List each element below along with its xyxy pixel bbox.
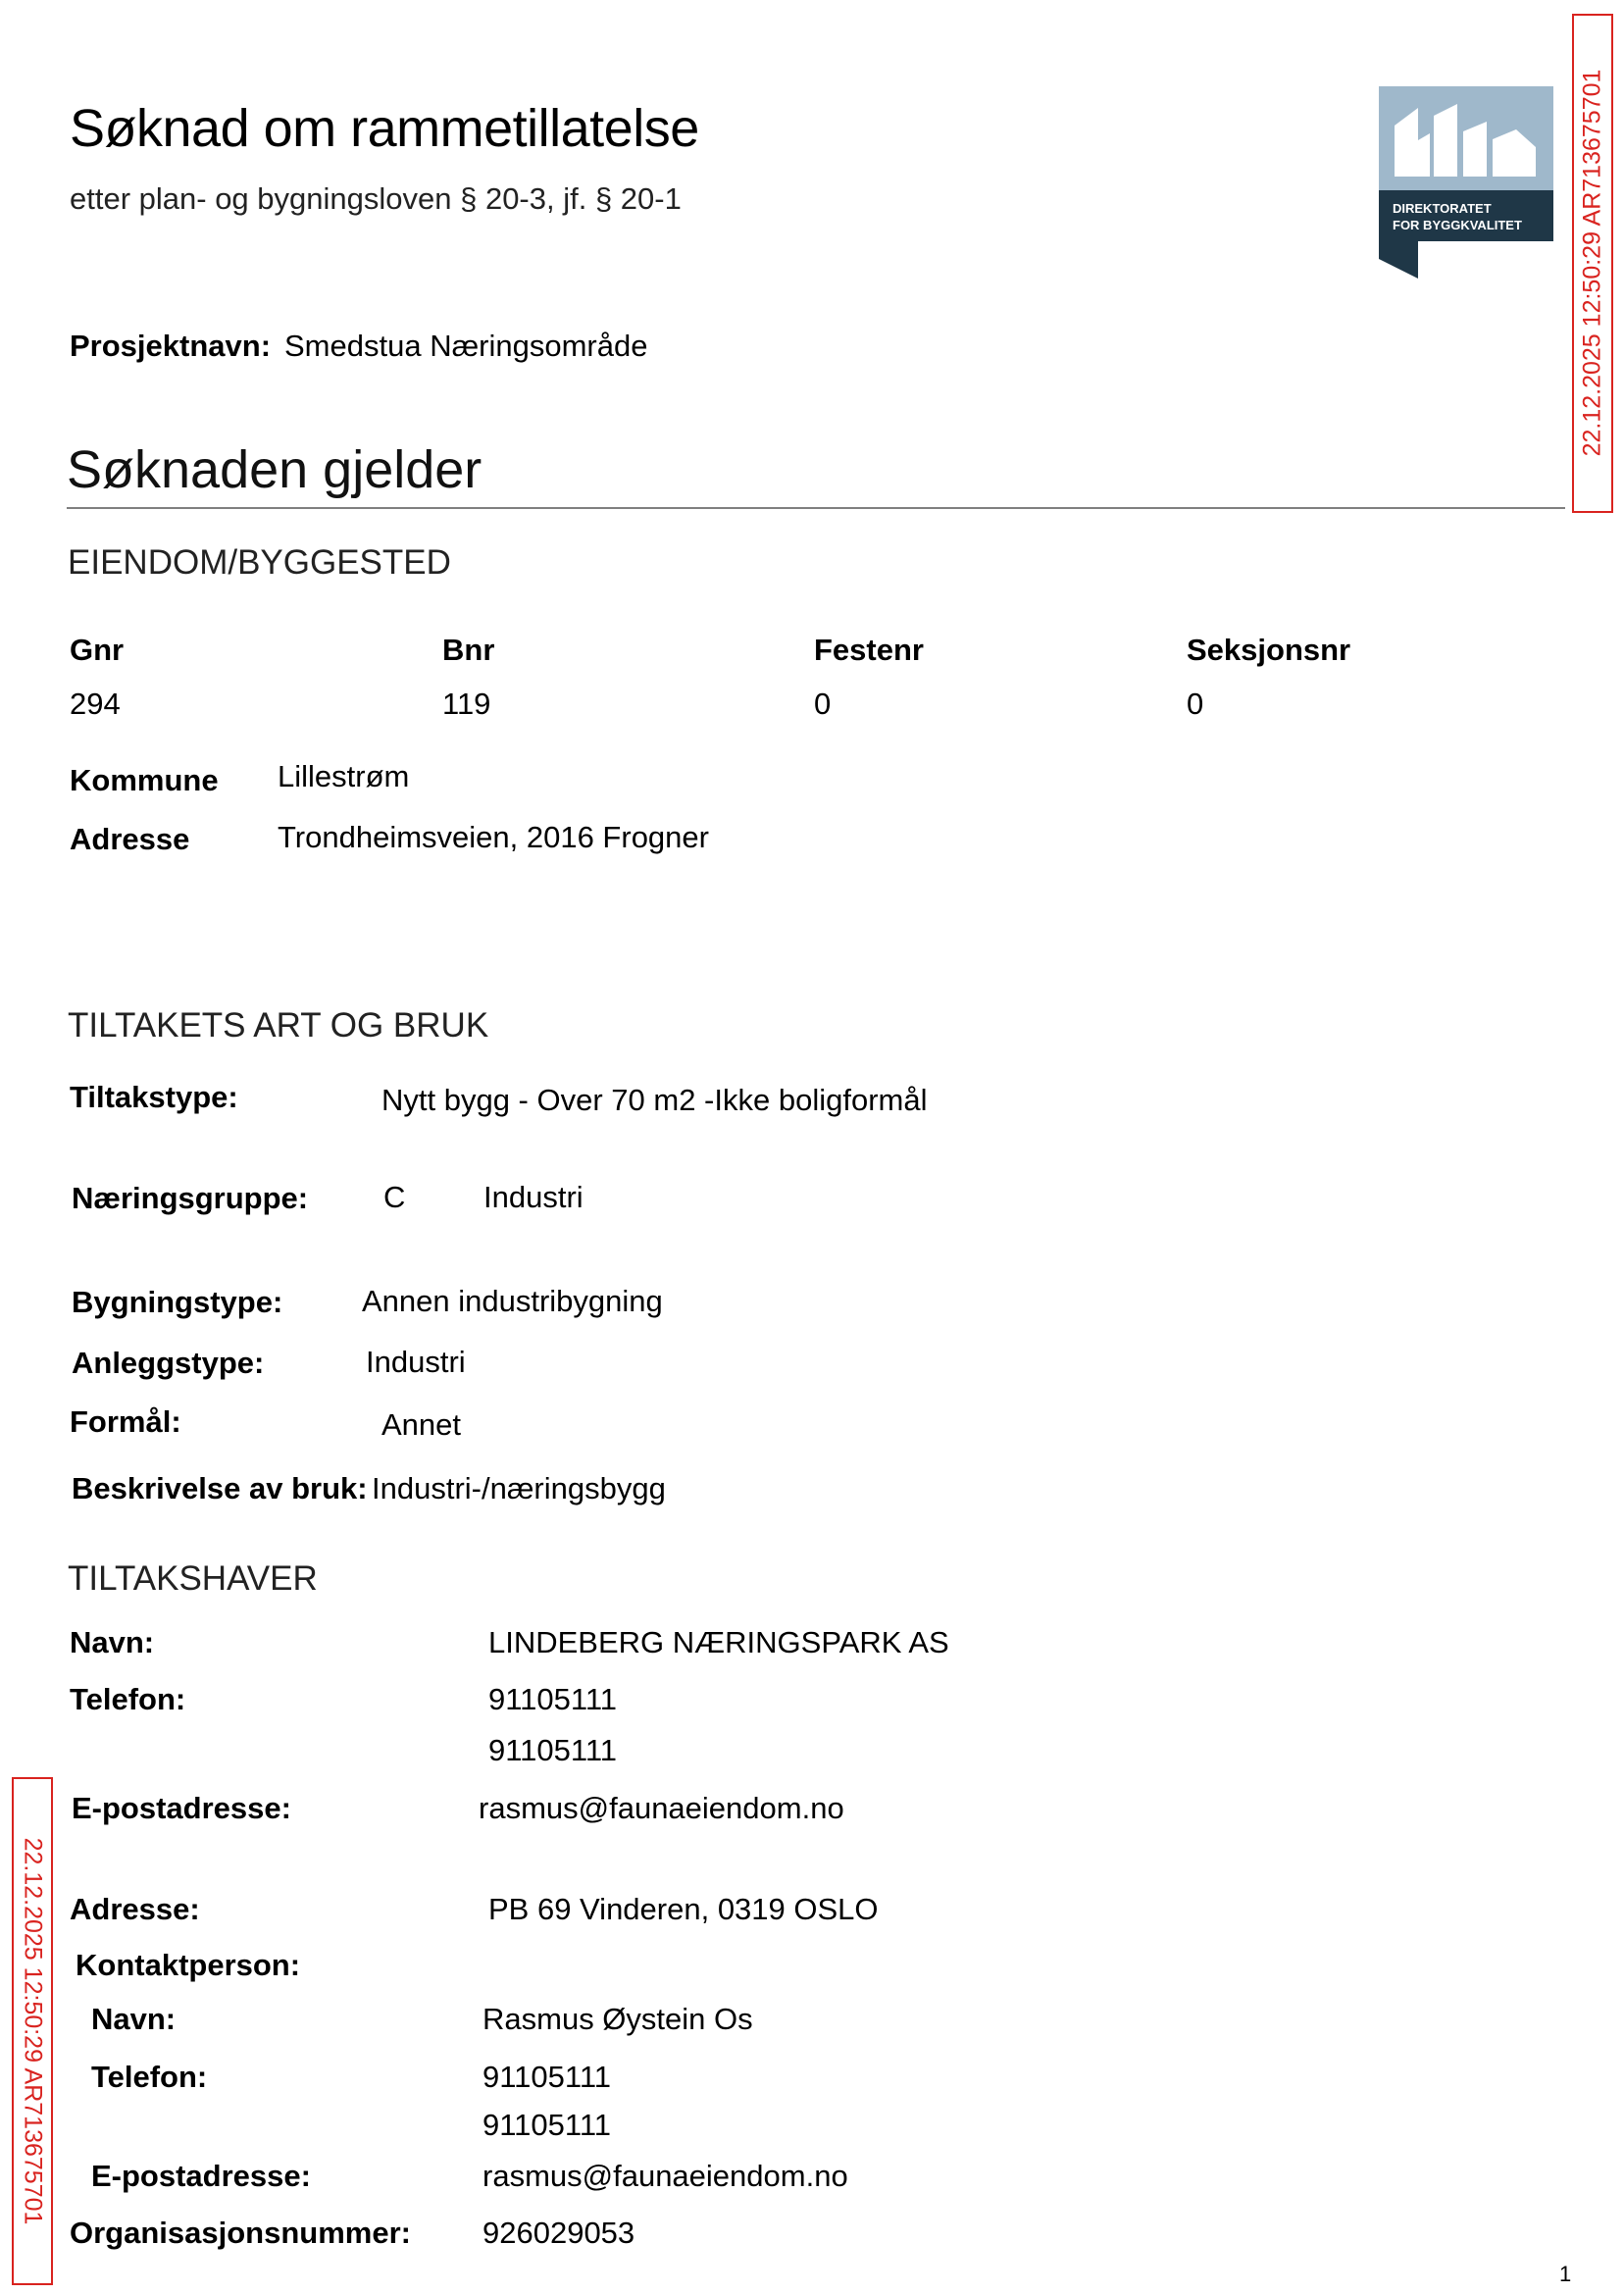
naeringsgruppe-label: Næringsgruppe: — [72, 1181, 309, 1215]
orgnr-label: Organisasjonsnummer: — [70, 2216, 411, 2250]
logo-text-line1: DIREKTORATET — [1393, 201, 1492, 216]
dibk-logo-icon — [1379, 86, 1553, 279]
anleggstype-label: Anleggstype: — [72, 1346, 265, 1380]
logo-text-line2: FOR BYGGKVALITET — [1393, 218, 1522, 232]
tiltakshaver-epost-value: rasmus@faunaeiendom.no — [479, 1791, 844, 1825]
tiltakstype-label: Tiltakstype: — [70, 1080, 238, 1114]
tiltakshaver-navn-value: LINDEBERG NÆRINGSPARK AS — [488, 1625, 949, 1659]
page-number: 1 — [1559, 2262, 1572, 2286]
gnr-value: 294 — [70, 687, 121, 721]
bnr-label: Bnr — [442, 633, 495, 667]
adresse-label: Adresse — [70, 822, 190, 856]
main-heading: Søknaden gjelder — [67, 440, 482, 499]
beskrivelse-value: Industri-/næringsbygg — [372, 1471, 666, 1505]
gnr-label: Gnr — [70, 633, 125, 667]
kontaktperson-label: Kontaktperson: — [76, 1948, 301, 1982]
bnr-value: 119 — [442, 687, 491, 721]
kontakt-telefon-value-1: 91105111 — [482, 2060, 612, 2094]
anleggstype-value: Industri — [366, 1345, 466, 1379]
festenr-label: Festenr — [814, 633, 924, 667]
adresse-value: Trondheimsveien, 2016 Frogner — [278, 820, 709, 854]
kontakt-navn-value: Rasmus Øystein Os — [482, 2002, 753, 2036]
bygningstype-label: Bygningstype: — [72, 1285, 283, 1319]
naeringsgruppe-code: C — [383, 1180, 406, 1214]
formal-label: Formål: — [70, 1404, 181, 1439]
timestamp-stamp-top — [1572, 14, 1613, 513]
tiltakshaver-telefon-value-1: 91105111 — [488, 1682, 618, 1716]
section-property-title: EIENDOM/BYGGESTED — [68, 543, 451, 582]
kontakt-epost-value: rasmus@faunaeiendom.no — [482, 2159, 848, 2193]
kontakt-telefon-value-2: 91105111 — [482, 2108, 612, 2142]
seksjonsnr-value: 0 — [1187, 687, 1204, 721]
kontakt-navn-label: Navn: — [91, 2002, 177, 2036]
project-name-value: Smedstua Næringsområde — [284, 329, 648, 363]
tiltakshaver-adresse-value: PB 69 Vinderen, 0319 OSLO — [488, 1892, 879, 1926]
tiltakshaver-adresse-label: Adresse: — [70, 1892, 200, 1926]
timestamp-stamp-left — [12, 1777, 53, 2285]
tiltakshaver-telefon-label: Telefon: — [70, 1682, 186, 1716]
stamp-text-top: 22.12.2025 12:50:29 AR713675701 — [1578, 69, 1606, 457]
formal-value: Annet — [381, 1407, 462, 1442]
festenr-value: 0 — [814, 687, 832, 721]
section-tiltak-title: TILTAKETS ART OG BRUK — [68, 1006, 489, 1045]
bygningstype-value: Annen industribygning — [362, 1284, 663, 1318]
beskrivelse-label: Beskrivelse av bruk: — [72, 1471, 368, 1505]
kontakt-epost-label: E-postadresse: — [91, 2159, 311, 2193]
tiltakshaver-epost-label: E-postadresse: — [72, 1791, 291, 1825]
naeringsgruppe-value: Industri — [483, 1180, 584, 1214]
dibk-logo — [1379, 86, 1553, 279]
kontakt-telefon-label: Telefon: — [91, 2060, 208, 2094]
section-tiltakshaver-title: TILTAKSHAVER — [68, 1559, 318, 1598]
project-name-label: Prosjektnavn: — [70, 329, 272, 363]
orgnr-value: 926029053 — [482, 2216, 635, 2250]
kommune-value: Lillestrøm — [278, 759, 410, 793]
stamp-text-left: 22.12.2025 12:50:29 AR713675701 — [19, 1837, 47, 2225]
tiltakshaver-navn-label: Navn: — [70, 1625, 155, 1659]
tiltakshaver-telefon-value-2: 91105111 — [488, 1733, 618, 1767]
kommune-label: Kommune — [70, 763, 219, 797]
tiltakstype-value: Nytt bygg - Over 70 m2 -Ikke boligformål — [381, 1083, 928, 1117]
document-subtitle: etter plan- og bygningsloven § 20-3, jf. § 20-1 — [70, 181, 682, 216]
document-title: Søknad om rammetillatelse — [70, 99, 699, 158]
heading-divider — [67, 507, 1565, 509]
seksjonsnr-label: Seksjonsnr — [1187, 633, 1351, 667]
